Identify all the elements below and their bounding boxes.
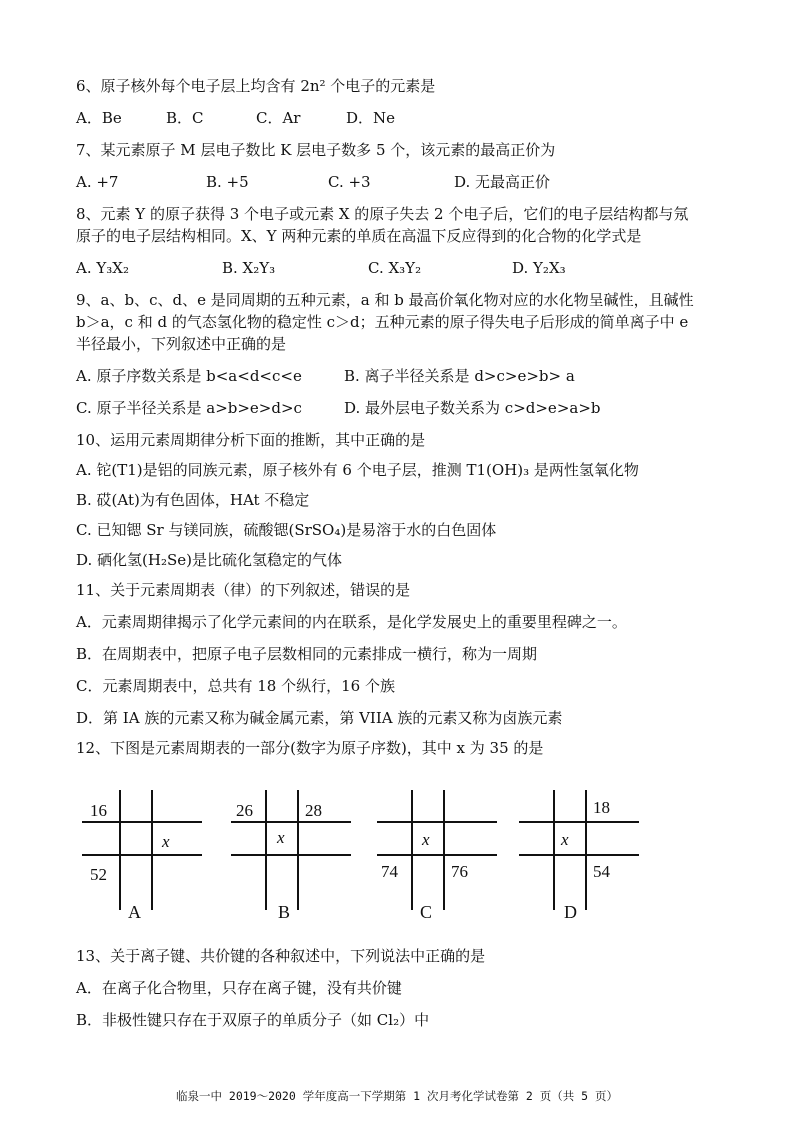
q13-option-a: A．在离子化合物里，只存在离子键，没有共价键 [76, 979, 402, 997]
q9-option-d: D. 最外层电子数关系为 c>d>e>a>b [344, 399, 601, 417]
q10-option-c: C. 已知锶 Sr 与镁同族，硫酸锶(SrSO₄)是易溶于水的白色固体 [76, 521, 497, 539]
q7-stem: 7、某元素原子 M 层电子数比 K 层电子数多 5 个，该元素的最高正价为 [76, 141, 556, 159]
q9-option-a: A. 原子序数关系是 b<a<d<c<e [76, 367, 302, 385]
q10-option-b: B. 砹(At)为有色固体，HAt 不稳定 [76, 491, 310, 509]
q9-stem-line3: 半径最小，下列叙述中正确的是 [76, 335, 287, 353]
q6-option-a: A．Be [76, 109, 122, 127]
q7-option-c: C. +3 [328, 173, 371, 191]
grid-c-label: C [420, 902, 433, 922]
grid-b-top-left: 26 [236, 801, 253, 820]
grid-c-center: x [422, 830, 430, 849]
q12-stem: 12、下图是元素周期表的一部分(数字为原子序数)，其中 x 为 35 的是 [76, 739, 544, 757]
grid-d-bottom-right: 54 [593, 862, 610, 881]
q7-option-b: B. +5 [206, 173, 249, 191]
q8-option-c: C. X₃Y₂ [368, 259, 422, 277]
grid-c-bottom-right: 76 [451, 862, 468, 881]
grid-d-top-right: 18 [593, 798, 610, 817]
q9-option-c: C. 原子半径关系是 a>b>e>d>c [76, 399, 302, 417]
grid-b-label: B [278, 902, 291, 922]
q11-option-c: C．元素周期表中，总共有 18 个纵行，16 个族 [76, 677, 395, 695]
grid-c-bottom-left: 74 [381, 862, 398, 881]
q13-stem: 13、关于离子键、共价键的各种叙述中，下列说法中正确的是 [76, 947, 486, 965]
q8-option-b: B. X₂Y₃ [222, 259, 276, 277]
q6-option-b: B．C [166, 109, 204, 127]
q9-stem-line2: b＞a，c 和 d 的气态氢化物的稳定性 c＞d；五种元素的原子得失电子后形成的简单离子中 e [76, 313, 689, 331]
q11-option-b: B．在周期表中，把原子电子层数相同的元素排成一横行，称为一周期 [76, 645, 538, 663]
q11-option-d: D．第 IA 族的元素又称为碱金属元素，第 VIIA 族的元素又称为卤族元素 [76, 709, 563, 727]
grid-d [519, 790, 639, 910]
grid-c [377, 790, 497, 910]
q7-option-a: A. +7 [76, 173, 119, 191]
q10-option-a: A. 铊(T1)是铝的同族元素，原子核外有 6 个电子层，推测 T1(OH)₃ 是两性氢氧化物 [76, 461, 639, 479]
grid-b [231, 790, 351, 910]
grid-b-center: x [277, 828, 285, 847]
grid-a [82, 790, 202, 910]
q7-option-d: D. 无最高正价 [454, 173, 551, 191]
q8-option-a: A. Y₃X₂ [76, 259, 129, 277]
q6-stem: 6、原子核外每个电子层上均含有 2n² 个电子的元素是 [76, 77, 436, 95]
page-footer: 临泉一中 2019～2020 学年度高一下学期第 1 次月考化学试卷第 2 页（共 5 页） [175, 1089, 619, 1103]
grid-d-label: D [564, 902, 577, 922]
q9-stem-line1: 9、a、b、c、d、e 是同周期的五种元素，a 和 b 最高价氧化物对应的水化物呈碱性，且碱性 [76, 291, 694, 309]
q8-option-d: D. Y₂X₃ [512, 259, 566, 277]
q13-option-b: B．非极性键只存在于双原子的单质分子（如 Cl₂）中 [76, 1011, 430, 1029]
q11-option-a: A．元素周期律揭示了化学元素间的内在联系，是化学发展史上的重要里程碑之一。 [76, 613, 627, 631]
grid-b-top-right: 28 [305, 801, 322, 820]
q10-option-d: D. 硒化氢(H₂Se)是比硫化氢稳定的气体 [76, 551, 342, 569]
q9-option-b: B. 离子半径关系是 d>c>e>b> a [344, 367, 575, 385]
q10-stem: 10、运用元素周期律分析下面的推断，其中正确的是 [76, 431, 426, 449]
q11-stem: 11、关于元素周期表（律）的下列叙述，错误的是 [76, 581, 411, 599]
q6-option-d: D．Ne [346, 109, 396, 127]
grid-a-top-left: 16 [90, 801, 107, 820]
grid-a-middle-right: x [162, 832, 170, 851]
q8-stem-line2: 原子的电子层结构相同。X、Y 两种元素的单质在高温下反应得到的化合物的化学式是 [76, 227, 642, 245]
q8-stem-line1: 8、元素 Y 的原子获得 3 个电子或元素 X 的原子失去 2 个电子后，它们的电子层结构都与氖 [76, 205, 689, 223]
grid-a-bottom-left: 52 [90, 865, 107, 884]
q6-option-c: C．Ar [256, 109, 301, 127]
grid-a-label: A [128, 902, 141, 922]
grid-d-center: x [561, 830, 569, 849]
